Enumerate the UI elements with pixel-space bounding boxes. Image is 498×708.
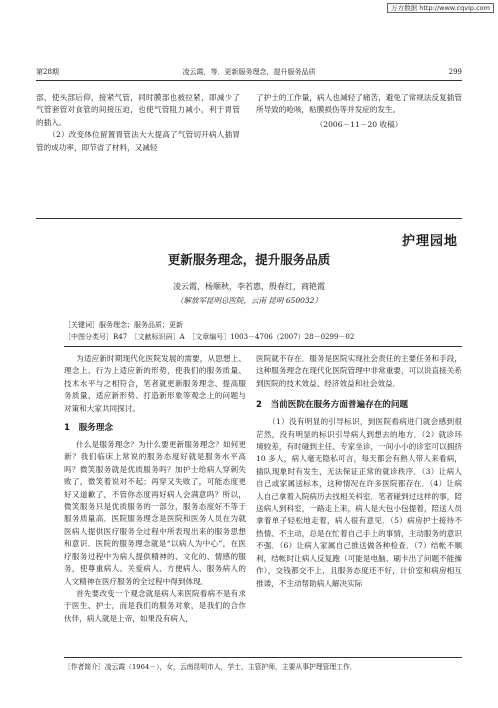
paragraph: 首先要改变一个观念就是病人来医院看病不是有求于医生、护士，而是我们的服务对象，是我们的合作伙伴，病人就是上帝，如果没有病人， — [64, 588, 246, 623]
keywords: ［关键词］服务理念；服务品质；更新 — [64, 321, 183, 329]
footnote-rule — [64, 657, 462, 658]
page-number: 299 — [448, 68, 462, 76]
intro-paragraph: 为适应新时期现代化医院发展的需要，从思想上、理念上、行为上适应新的形势，使我们的服务质量、技术水平与之相符合，笔者就更新服务理念、提高服务质量、适应新形势、打造新形象等观念上的问题与对策和大家共同探讨。 — [64, 354, 246, 413]
volume-label: 第28期 — [36, 68, 59, 76]
paragraph: 了护士的工作量，病人也减轻了痛苦，避免了常规法反复插管所导致的呛咳，粘膜损伤等并发症的发生。 — [256, 93, 462, 115]
section-heading: 1 服务理念 — [64, 423, 113, 434]
paragraph: 部，使头部后仰，接紧气管，同时膜部也被拉紧，即减少了气管套管对食管的间接压迫，也使气管阻力减小，利于胃管的插入。 — [36, 93, 240, 127]
body-left-column — [64, 353, 246, 625]
previous-article-right-column — [256, 92, 462, 131]
abstract-rule — [64, 346, 462, 347]
section-title: 护理园地 — [401, 234, 458, 249]
body-right-column — [256, 353, 462, 590]
article-affiliation: （解放军昆明总医院，云南 昆明 650032） — [176, 296, 322, 305]
paragraph: （1）没有明显的引导标识，到医院看病进门就会感到很茫然，没有明显的标识引导病人到想去的地方．（2）就诊环境较差，有时碰到主任、专家坐诊，一间小小的诊室可以拥挤 10 多人，病人毫无隐私可言，每天都会有熟人带人来看病，插队现象时有发生，无法保证正常的就诊秩序．（3）让病人自己或家属送标本，这种情况在许多医院都存在．（4）让病人自己拿着入院病历去找相关科室．笔者碰到过这样的事，陪送病人到科室，一路走上来，病人是大包小包提着，陪送人员拿着单子轻松地走着，病人很有意见．（5）病房护士接待不热情、不主动，总是在忙着自己手上的事情，主动服务的意识不强．（6）让病人家属自己推送做各种检查．（7）结帐不顺利，结帐时让病人反复跑（可能是电脑、刷卡出了问题不能操作），交钱都交不上，且服务态度还不好，计价室和病房相互推诿，不主动帮助病人解决实际 — [256, 417, 462, 588]
author-footnote: ［作者简介］凌云霞（1964－），女，云南昆明市人，学士，主管护师，主要从事护理管理工作． — [64, 663, 357, 671]
paragraph: （2）改变体位留置胃管法大大提高了气管切开病人插胃管的成功率，即节省了材料，又减轻 — [36, 130, 240, 152]
running-head-title: 凌云霞，等．更新服务理念，提升服务品质 — [182, 68, 316, 76]
running-head — [36, 66, 462, 78]
section-heading: 2 当前医院在服务方面普遍存在的问题 — [256, 400, 409, 411]
article-title: 更新服务理念，提升服务品质 — [167, 252, 331, 267]
received-date: （2006－11－20 收稿） — [315, 119, 403, 129]
section-rule — [36, 218, 462, 219]
article-authors: 凌云霞，杨顺秋，李若惠，殷春红，商艳霞 — [173, 282, 325, 291]
paragraph: 医院就不存在．服务是医院实现社会责任的主要任务和手段，这种服务理念在现代化医院管理中非常重要，可以说直接关系到医院的技术效益、经济效益和社会效益． — [256, 354, 462, 388]
database-stamp: 万方数据 http://www.cqvip.com — [387, 3, 494, 13]
header-rule — [36, 80, 462, 81]
classification-codes: ［中图分类号］R47 ［文献标识码］A ［文章编号］1003－4706（2007）28－0299－02 — [64, 333, 355, 341]
previous-article-left-column — [36, 92, 240, 154]
paragraph: 什么是服务理念？为什么要更新服务理念？如何更新？我们临床上常说的服务态度好就是服务水平高吗？微笑服务就是优质服务吗？加护士给病人穿刺失败了，微笑着说对不起；再穿又失败了，可能态度更好又道歉了，不管你态度再好病人会满意吗？所以，微笑服务只是优质服务的一部分，服务态度好不等于服务质量高．医院服务理念是医院和医务人员在为就医病人提供医疗服务全过程中所表现出来的服务思想和意识．医院的服务理念就是“以病人为中心”，在医疗服务过程中为病人提供精神的、文化的、情感的服务，使尊重病人、关爱病人、方便病人、服务病人的人文精神在医疗服务的全过程中得到体现． — [64, 440, 246, 586]
